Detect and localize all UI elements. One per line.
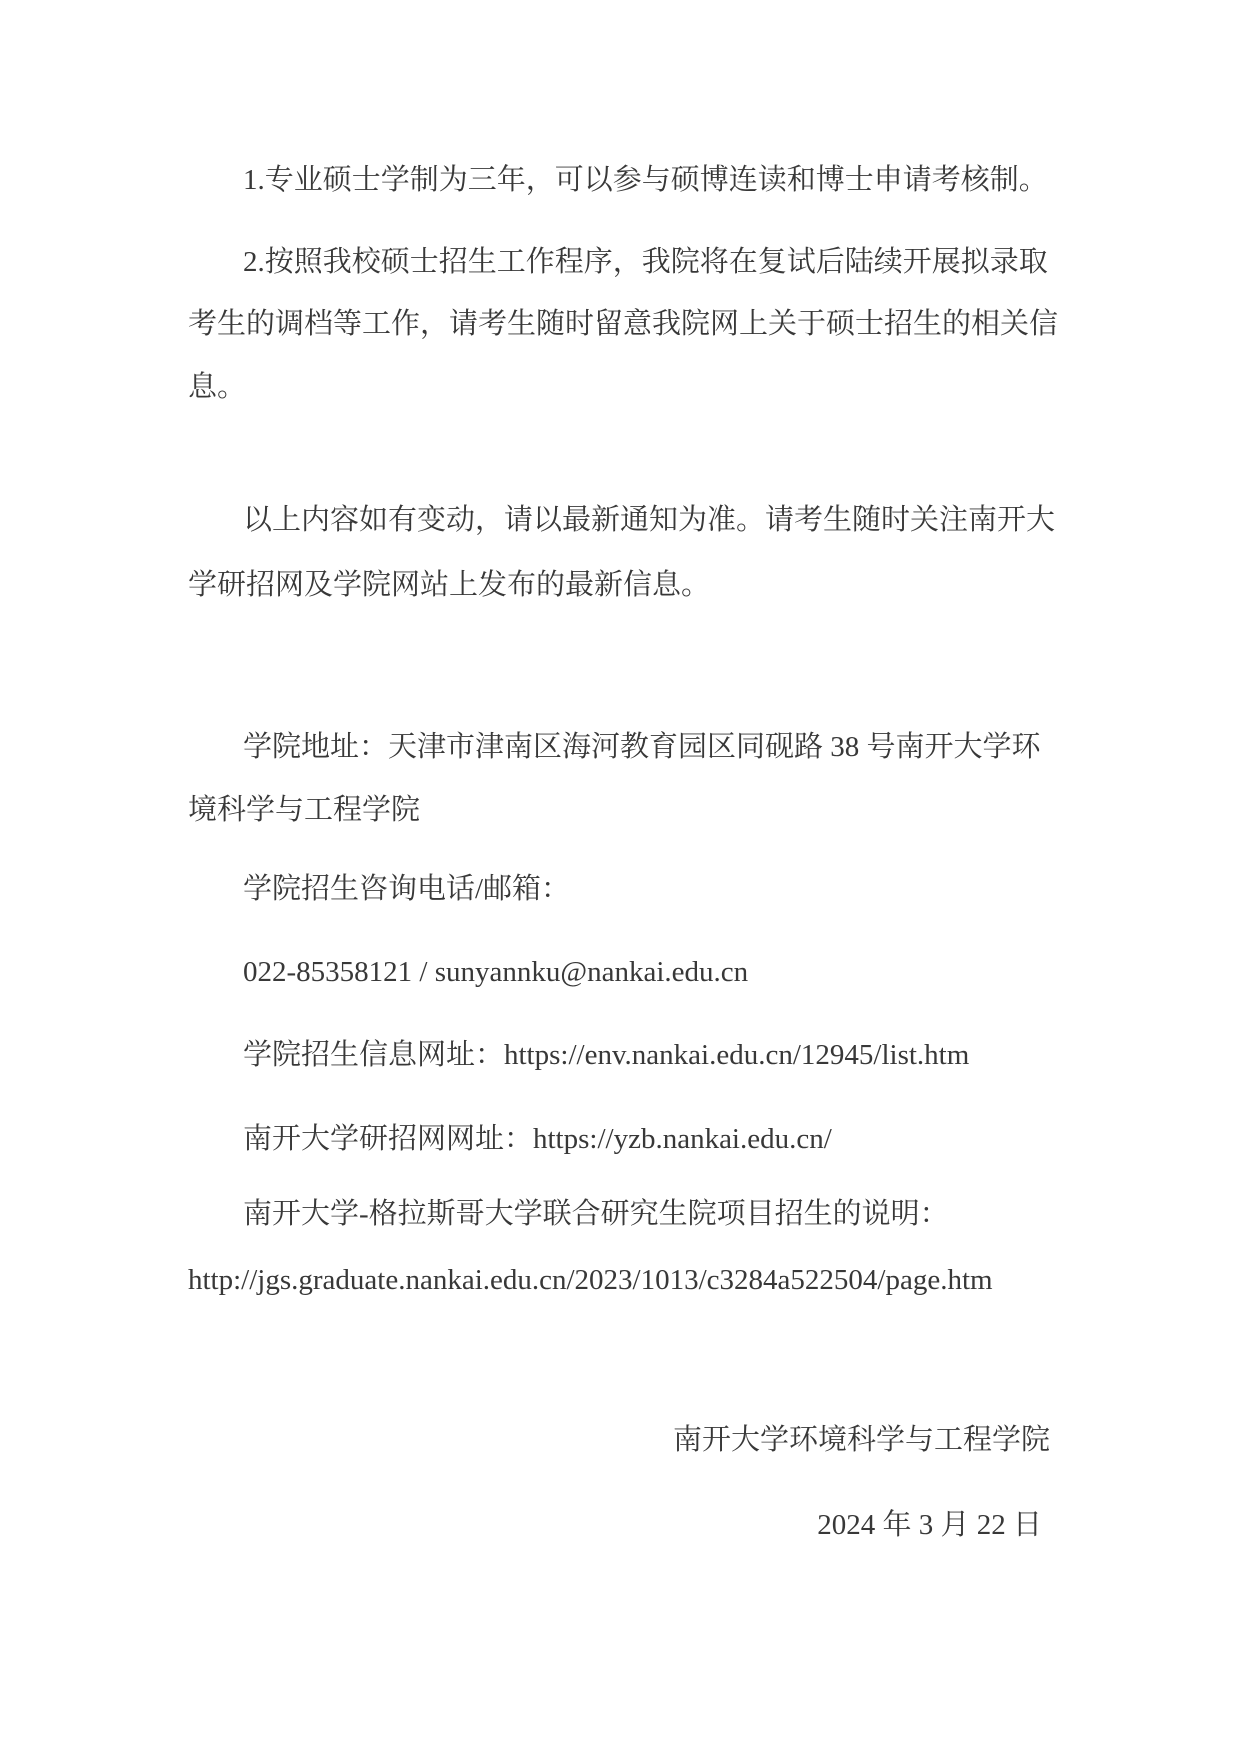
- notice-line-1: 以上内容如有变动，请以最新通知为准。请考生随时关注南开大: [243, 504, 1056, 536]
- phone-email-label: 学院招生咨询电话/邮箱：: [243, 873, 571, 905]
- admissions-info-url-line: 学院招生信息网址：https://env.nankai.edu.cn/12945/list.htm: [243, 1039, 970, 1071]
- graduate-school-url-line: 南开大学研招网网址：https://yzb.nankai.edu.cn/: [243, 1123, 832, 1155]
- signature-organization: 南开大学环境科学与工程学院: [672, 1424, 1050, 1456]
- college-address-line-1: 学院地址：天津市津南区海河教育园区同砚路 38 号南开大学环: [243, 731, 1041, 763]
- signature-date: 2024 年 3 月 22 日: [817, 1509, 1042, 1541]
- notice-line-2: 学研招网及学院网站上发布的最新信息。: [188, 569, 711, 601]
- note-item-2-line-3: 息。: [188, 371, 247, 403]
- phone-email-value: 022-85358121 / sunyannku@nankai.edu.cn: [243, 956, 749, 988]
- joint-program-url: http://jgs.graduate.nankai.edu.cn/2023/1013/c3284a522504/page.htm: [188, 1264, 993, 1296]
- college-address-line-2: 境科学与工程学院: [188, 794, 421, 826]
- joint-program-label: 南开大学-格拉斯哥大学联合研究生院项目招生的说明：: [243, 1198, 949, 1230]
- note-item-2-line-2: 考生的调档等工作，请考生随时留意我院网上关于硕士招生的相关信: [188, 308, 1059, 340]
- note-item-1: 1.专业硕士学制为三年，可以参与硕博连读和博士申请考核制。: [243, 164, 1048, 196]
- note-item-2-line-1: 2.按照我校硕士招生工作程序，我院将在复试后陆续开展拟录取: [243, 246, 1048, 278]
